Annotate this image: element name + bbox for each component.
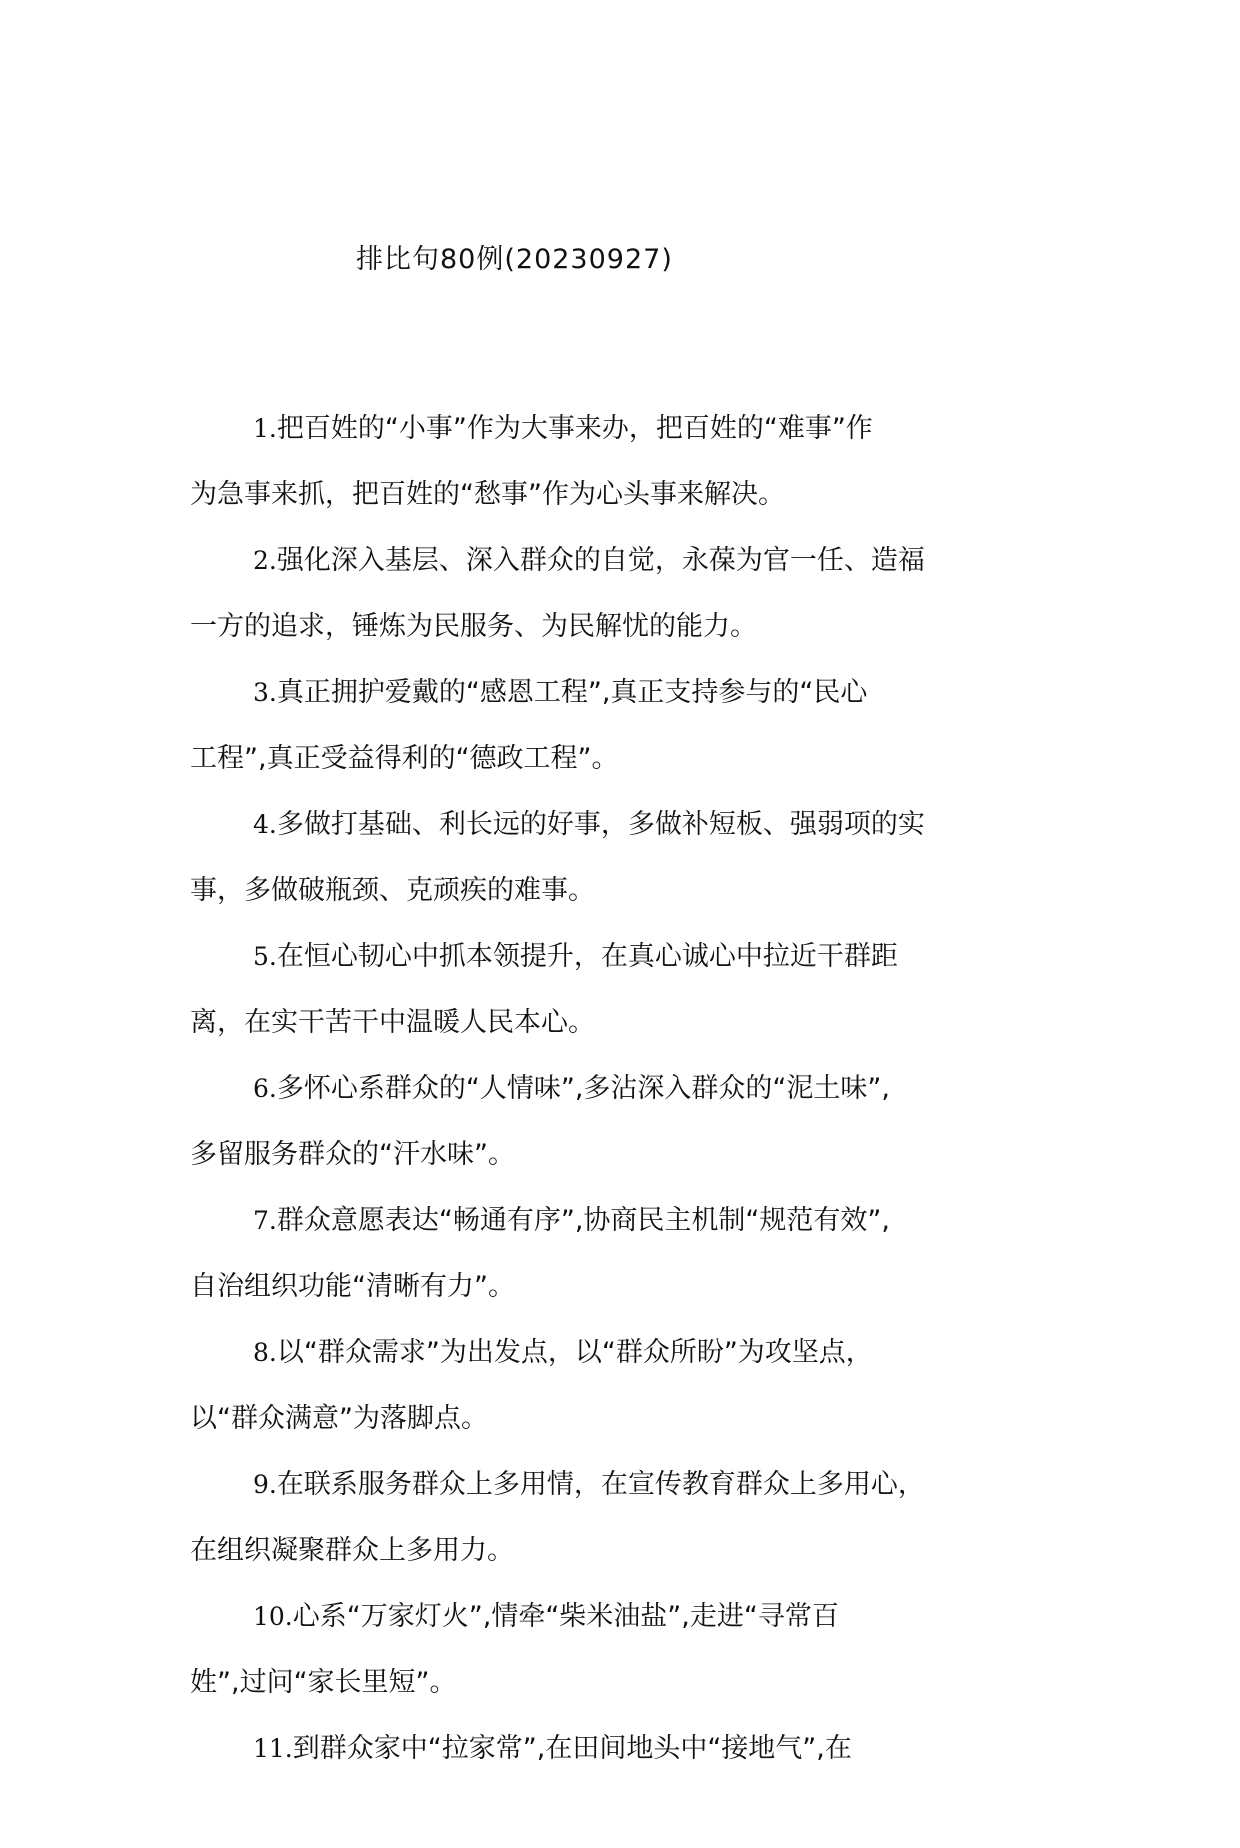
item-continuation: 事，多做破瓶颈、克顽疾的难事。 bbox=[190, 875, 595, 906]
list-item bbox=[190, 924, 990, 1056]
item-text: 到群众家中“拉家常”,在田间地头中“接地气”,在 bbox=[292, 1733, 852, 1764]
item-continuation: 工程”,真正受益得利的“德政工程”。 bbox=[190, 743, 619, 774]
item-continuation: 自治组织功能“清晰有力”。 bbox=[190, 1271, 515, 1302]
item-number: 7. bbox=[253, 1206, 277, 1235]
list-item bbox=[190, 1716, 990, 1848]
item-number: 11. bbox=[253, 1734, 293, 1763]
item-first-line bbox=[190, 1716, 990, 1782]
list-item bbox=[190, 1452, 990, 1584]
item-first-line bbox=[190, 396, 990, 462]
item-first-line bbox=[190, 792, 990, 858]
item-first-line bbox=[190, 924, 990, 990]
list-item bbox=[190, 1584, 990, 1716]
item-continuation: 姓”,过问“家长里短”。 bbox=[190, 1667, 457, 1698]
list-item bbox=[190, 528, 990, 660]
item-first-line bbox=[190, 1452, 990, 1518]
item-text: 把百姓的“小事”作为大事来办，把百姓的“难事”作 bbox=[276, 413, 873, 444]
item-number: 5. bbox=[253, 942, 277, 971]
item-text: 多做打基础、利长远的好事，多做补短板、强弱项的实 bbox=[276, 809, 925, 840]
item-text: 真正拥护爱戴的“感恩工程”,真正支持参与的“民心 bbox=[276, 677, 868, 708]
item-number: 4. bbox=[253, 810, 277, 839]
item-continuation: 在组织凝聚群众上多用力。 bbox=[190, 1535, 514, 1566]
item-continuation bbox=[190, 1782, 990, 1848]
list-item bbox=[190, 1056, 990, 1188]
item-text: 在恒心韧心中抓本领提升，在真心诚心中拉近干群距 bbox=[276, 941, 898, 972]
item-number: 8. bbox=[253, 1338, 277, 1367]
item-text: 以“群众需求”为出发点，以“群众所盼”为攻坚点， bbox=[276, 1337, 873, 1368]
item-number: 1. bbox=[253, 414, 277, 443]
item-first-line bbox=[190, 528, 990, 594]
list-item bbox=[190, 792, 990, 924]
item-list bbox=[190, 396, 990, 1848]
item-first-line bbox=[190, 1320, 990, 1386]
item-number: 10. bbox=[253, 1602, 293, 1631]
item-continuation: 一方的追求，锤炼为民服务、为民解忧的能力。 bbox=[190, 611, 757, 642]
item-first-line bbox=[190, 1584, 990, 1650]
list-item bbox=[190, 396, 990, 528]
item-text: 强化深入基层、深入群众的自觉，永葆为官一任、造福 bbox=[276, 545, 925, 576]
item-text: 多怀心系群众的“人情味”,多沾深入群众的“泥土味”, bbox=[276, 1073, 890, 1104]
list-item bbox=[190, 1188, 990, 1320]
item-continuation: 为急事来抓，把百姓的“愁事”作为心头事来解决。 bbox=[190, 479, 785, 510]
item-first-line bbox=[190, 660, 990, 726]
item-number: 6. bbox=[253, 1074, 277, 1103]
item-first-line bbox=[190, 1188, 990, 1254]
item-number: 9. bbox=[253, 1470, 277, 1499]
document-title: 排比句80例(20230927) bbox=[356, 244, 673, 275]
item-continuation: 多留服务群众的“汗水味”。 bbox=[190, 1139, 515, 1170]
item-text: 在联系服务群众上多用情，在宣传教育群众上多用心， bbox=[276, 1469, 925, 1500]
list-item bbox=[190, 660, 990, 792]
item-text: 群众意愿表达“畅通有序”,协商民主机制“规范有效”, bbox=[276, 1205, 890, 1236]
list-item bbox=[190, 1320, 990, 1452]
item-text: 心系“万家灯火”,情牵“柴米油盐”,走进“寻常百 bbox=[292, 1601, 839, 1632]
item-continuation: 以“群众满意”为落脚点。 bbox=[190, 1403, 488, 1434]
item-number: 2. bbox=[253, 546, 277, 575]
item-continuation: 离，在实干苦干中温暖人民本心。 bbox=[190, 1007, 595, 1038]
item-first-line bbox=[190, 1056, 990, 1122]
item-number: 3. bbox=[253, 678, 277, 707]
